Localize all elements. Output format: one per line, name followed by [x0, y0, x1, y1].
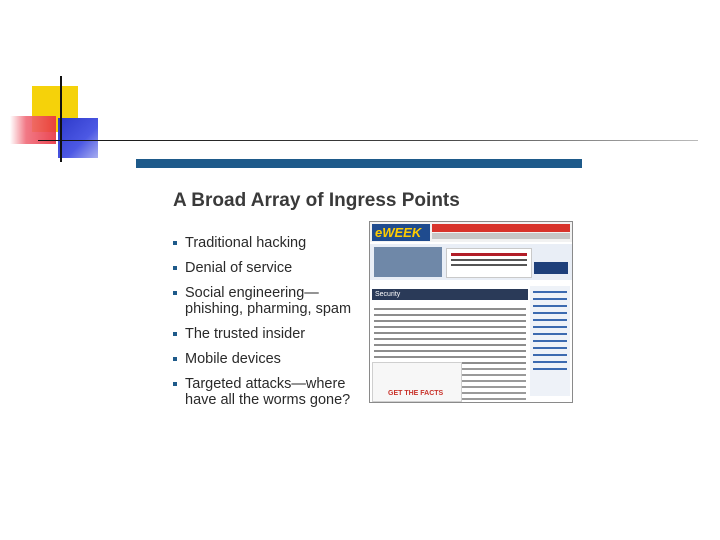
- screenshot-subnav-bar: [432, 233, 570, 239]
- screenshot-ad-label: GET THE FACTS: [388, 390, 444, 397]
- bullet-item: Traditional hacking: [173, 235, 361, 251]
- screenshot-banner-ad: [446, 248, 532, 278]
- screenshot-nav-bar: [432, 224, 570, 232]
- slide-accent-bar: [136, 159, 582, 168]
- screenshot-sidebar: [530, 286, 570, 396]
- decorative-blue-square: [58, 118, 98, 158]
- slide-title: A Broad Array of Ingress Points: [173, 190, 460, 211]
- screenshot-article-text: [374, 304, 526, 370]
- bullet-item: Targeted attacks—where have all the worms gone?: [173, 376, 361, 408]
- screenshot-banner-image: [374, 247, 442, 277]
- screenshot-logo: eWEEK: [372, 224, 430, 241]
- bullet-item: The trusted insider: [173, 326, 361, 342]
- bullet-item: Mobile devices: [173, 351, 361, 367]
- screenshot-column-text: [462, 364, 526, 403]
- decorative-horizontal-rule: [38, 140, 698, 141]
- bullet-list: [173, 235, 361, 417]
- embedded-webpage-screenshot: [369, 221, 573, 403]
- bullet-item: Social engineering—phishing, pharming, spam: [173, 285, 361, 317]
- screenshot-section-header: Security: [372, 289, 528, 300]
- decorative-vertical-line: [60, 76, 62, 162]
- bullet-item: Denial of service: [173, 260, 361, 276]
- screenshot-banner-logo: [534, 262, 568, 274]
